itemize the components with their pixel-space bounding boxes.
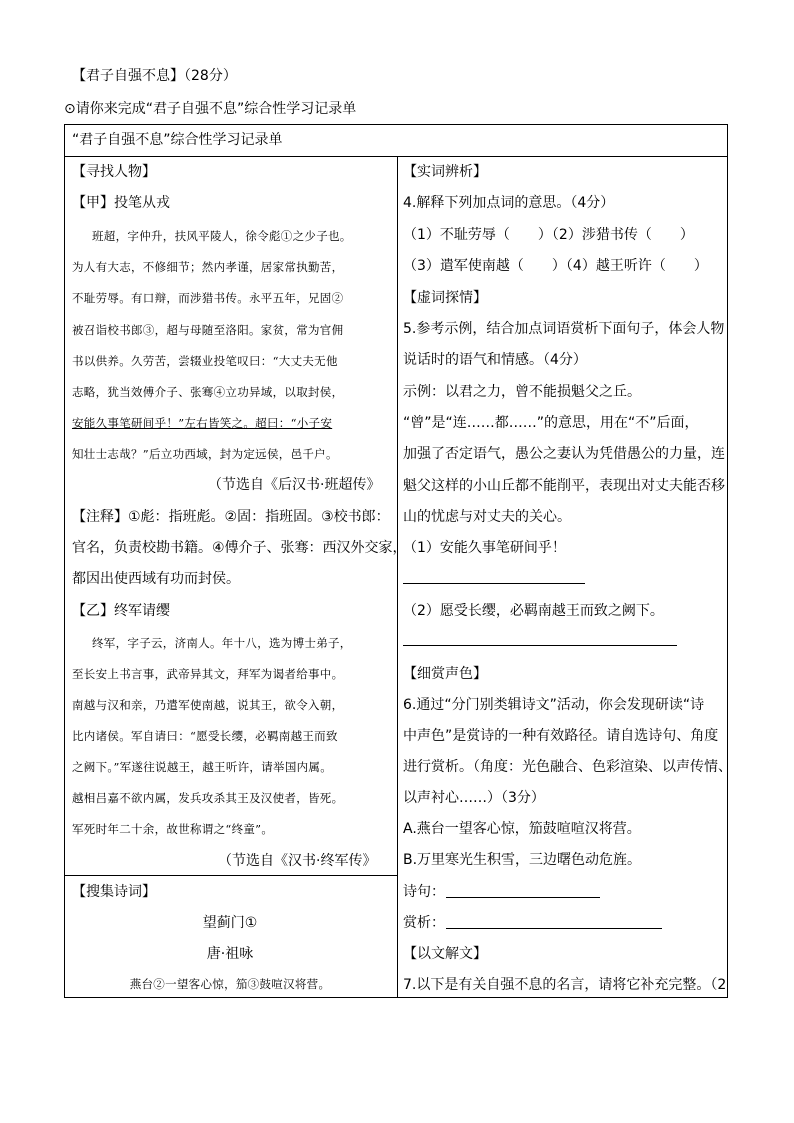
- appreciate-label: 赏析：: [403, 915, 445, 931]
- yi-source: （节选自《汉书·终军传》: [218, 853, 377, 869]
- find-people-heading: 【寻找人物】: [72, 164, 156, 180]
- column-divider: [397, 156, 398, 997]
- question-4-items: （1）不耻劳辱（ ）（2）涉猎书传（ ）: [403, 227, 694, 243]
- jia-line: 书以供养。久劳苦，尝辍业投笔叹曰：“大丈夫无他: [72, 354, 338, 368]
- yi-line: 南越与汉和亲，乃遣军使南越，说其王，欲令入朝，: [72, 698, 344, 712]
- jia-line: 知壮士志哉？”后立功西域，封为定远侯，邑千户。: [72, 447, 338, 461]
- question-5-line: 示例：以君之力，曾不能损魁父之丘。: [403, 384, 641, 400]
- question-6-line: 6.通过“分门别类辑诗文”活动，你会发现研读“诗: [403, 697, 705, 713]
- question-7: 7.以下是有关自强不息的名言，请将它补充完整。（2: [403, 977, 727, 993]
- explain-heading: 【以文解文】: [403, 946, 487, 962]
- function-words-heading: 【虚词探情】: [403, 290, 487, 306]
- yi-title: 【乙】终军请缨: [72, 603, 170, 619]
- sound-color-heading: 【细赏声色】: [403, 666, 487, 682]
- question-5-line: “曾”是“连……都……”的意思，用在“不”后面，: [403, 415, 699, 431]
- question-5-line: 魁父这样的小山丘都不能削平，表现出对丈夫能否移: [403, 478, 725, 494]
- jia-line-underlined: 安能久事笔研间乎！”左右皆笑之。超曰：“小子安: [72, 416, 333, 430]
- jia-line: 为人有大志，不修细节；然内孝谨，居家常执勤苦，: [72, 260, 344, 274]
- question-5-line: 加强了否定语气，愚公之妻认为凭借愚公的力量，连: [403, 446, 725, 462]
- question-5-sub-2: （2）愿受长缨，必羁南越王而致之阙下。: [403, 603, 664, 619]
- question-5-line: 山的忧虑与对丈夫的关心。: [403, 509, 571, 525]
- section-title: 【君子自强不息】（28分）: [72, 68, 237, 84]
- question-6-line: 以声衬心……）（3分）: [403, 790, 545, 806]
- jia-line: 不耻劳辱。有口辩，而涉猎书传。永平五年，兄固②: [72, 291, 344, 305]
- question-4-items: （3）遣军使南越（ ）（4）越王听许（ ）: [403, 258, 708, 274]
- left-cell-divider: [65, 875, 397, 876]
- poem-title: 望蓟门①: [202, 915, 258, 931]
- poem-author: 唐·祖咏: [206, 946, 254, 962]
- yi-line: 军死时年二十余，故世称谓之“终童”。: [72, 822, 274, 836]
- jia-line: 班超，字仲升，扶风平陵人，徐令彪①之少子也。: [92, 229, 352, 243]
- title-row-divider: [65, 156, 727, 157]
- jia-title: 【甲】投笔从戎: [72, 195, 170, 211]
- jia-source: （节选自《后汉书·班超传》: [208, 477, 381, 493]
- question-6-line: 中声色”是赏诗的一种有效路径。请自选诗句、角度: [403, 728, 719, 744]
- question-5-line: 5.参考示例，结合加点词语赏析下面句子，体会人物: [403, 321, 725, 337]
- question-5-sub-1: （1）安能久事笔研间乎！: [403, 540, 566, 556]
- verse-answer-blank[interactable]: [446, 897, 600, 898]
- jia-line: 被召诣校书郎③，超与母随至洛阳。家贫，常为官佣: [72, 323, 344, 337]
- appreciate-answer-blank[interactable]: [446, 928, 662, 929]
- instruction-line: ⊙请你来完成“君子自强不息”综合性学习记录单: [64, 101, 357, 117]
- yi-line: 至长安上书言事，武帝异其文，拜军为谒者给事中。: [72, 667, 344, 681]
- jia-line: 志略，犹当效傅介子、张骞④立功异域，以取封侯，: [72, 385, 344, 399]
- yi-line: 越相吕嘉不欲内属，发兵攻杀其王及汉使者，皆死。: [72, 791, 344, 805]
- notes-line: 官名，负责校勘书籍。④傅介子、张骞：西汉外交家，: [72, 540, 407, 556]
- answer-blank-5-2[interactable]: [403, 645, 677, 646]
- yi-line: 比内诸侯。军自请曰：“愿受长缨，必羁南越王而致: [72, 729, 338, 743]
- notes-line: 都因出使西域有功而封侯。: [72, 571, 240, 587]
- option-a: A.燕台一望客心惊，笳鼓喧喧汉将营。: [403, 821, 641, 837]
- answer-blank-5-1[interactable]: [403, 583, 585, 584]
- option-b: B.万里寒光生积雪，三边曙色动危旌。: [403, 852, 642, 868]
- poem-line: 燕台②一望客心惊，笳③鼓喧汉将营。: [129, 977, 331, 991]
- notes-line: 【注释】①彪：指班彪。②固：指班固。③校书郎：: [72, 509, 390, 525]
- content-words-heading: 【实词辨析】: [403, 164, 487, 180]
- question-6-line: 进行赏析。（角度：光色融合、色彩渲染、以声传情、: [403, 759, 732, 775]
- verse-label: 诗句：: [403, 884, 445, 900]
- collect-heading: 【搜集诗词】: [72, 884, 156, 900]
- question-5-line: 说话时的语气和情感。（4分）: [403, 352, 587, 368]
- yi-line: 之阙下。”军遂往说越王，越王听许，请举国内属。: [72, 760, 333, 774]
- question-4: 4.解释下列加点词的意思。（4分）: [403, 195, 615, 211]
- form-title: “君子自强不息”综合性学习记录单: [72, 132, 283, 148]
- yi-line: 终军，字子云，济南人。年十八，选为博士弟子，: [92, 636, 352, 650]
